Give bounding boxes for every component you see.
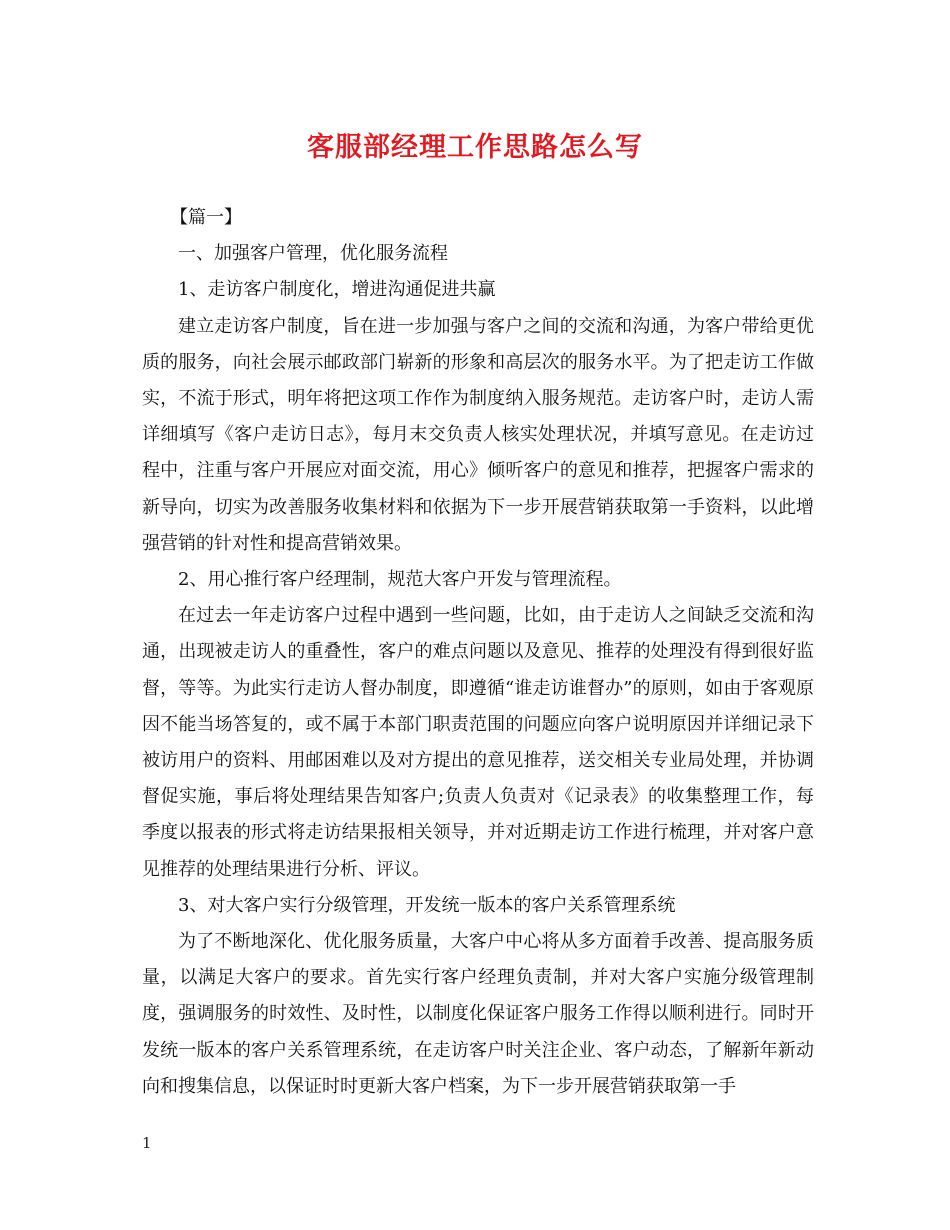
section-label: 【篇一】 [170,207,242,228]
subheading-3: 3、对大客户实行分级管理，开发统一版本的客户关系管理系统 [178,894,676,916]
body-paragraph-3: 为了不断地深化、优化服务质量，大客户中心将从多方面着手改善、提高服务质量，以满足大客户的要求。首先实行客户经理负责制，并对大客户实施分级管理制度，强调服务的时效性、及时性，以制度化保证客户服务工作得以顺利进行。同时开发统一版本的客户关系管理系统，在走访客户时关注企业、客户动态，了解新年新动向和搜集信息，以保证时时更新大客户档案，为下一步开展营销获取第一手 [142,931,814,1097]
body-paragraph-2: 在过去一年走访客户过程中遇到一些问题，比如，由于走访人之间缺乏交流和沟通，出现被走访人的重叠性，客户的难点问题以及意见、推荐的处理没有得到很好监督，等等。为此实行走访人督办制度，即遵循“谁走访谁督办”的原则，如由于客观原因不能当场答复的，或不属于本部门职责范围的问题应向客户说明原因并详细记录下被访用户的资料、用邮困难以及对方提出的意见推荐，送交相关专业局处理，并协调督促实施，事后将处理结果告知客户;负责人负责对《记录表》的收集整理工作，每季度以报表的形式将走访结果报相关领导，并对近期走访工作进行梳理，并对客户意见推荐的处理结果进行分析、评议。 [142,605,814,880]
section-heading: 一、加强客户管理，优化服务流程 [178,243,448,265]
subheading-1: 1、走访客户制度化，增进沟通促进共赢 [178,279,496,301]
document-body [142,200,814,1105]
subheading-2: 2、用心推行客户经理制，规范大客户开发与管理流程。 [178,569,622,591]
document-title: 客服部经理工作思路怎么写 [307,132,643,163]
page-number: 1 [142,1134,152,1152]
body-paragraph-1: 建立走访客户制度，旨在进一步加强与客户之间的交流和沟通，为客户带给更优质的服务，向社会展示邮政部门崭新的形象和高层次的服务水平。为了把走访工作做实，不流于形式，明年将把这项工作作为制度纳入服务规范。走访客户时，走访人需详细填写《客户走访日志》，每月末交负责人核实处理状况，并填写意见。在走访过程中，注重与客户开展应对面交流，用心》倾听客户的意见和推荐，把握客户需求的新导向，切实为改善服务收集材料和依据为下一步开展营销获取第一手资料，以此增强营销的针对性和提高营销效果。 [142,315,814,554]
